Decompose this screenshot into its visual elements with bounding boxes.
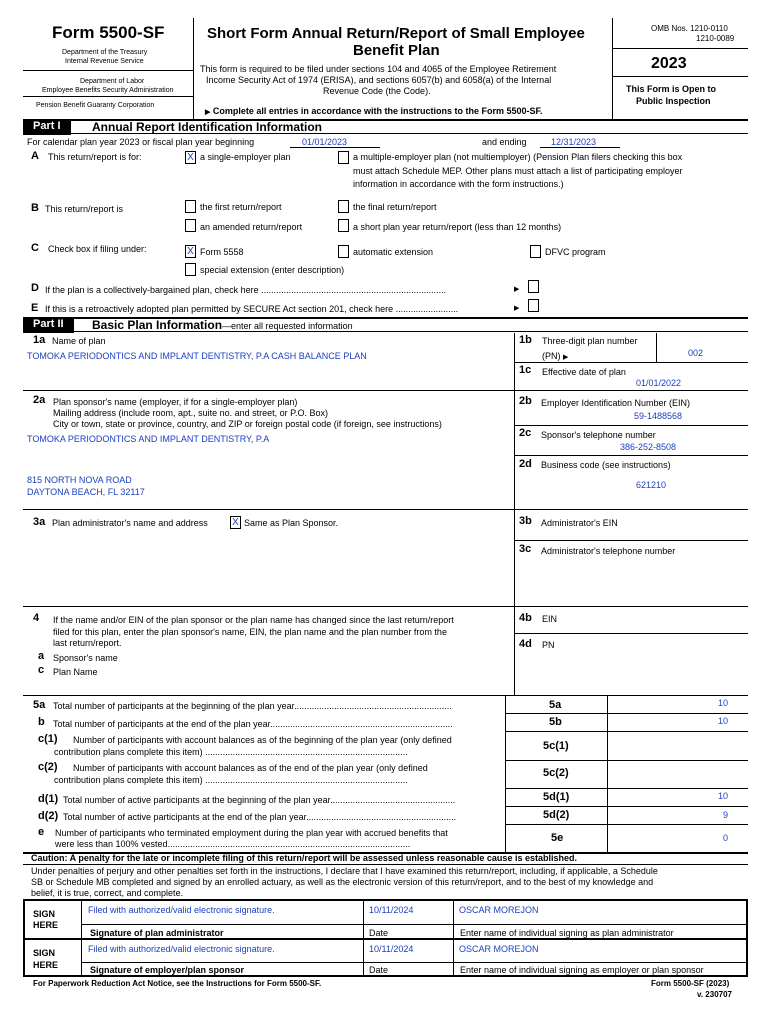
dept-labor-2: Employee Benefits Security Administration (42, 87, 174, 94)
item-2a-text-1: Plan sponsor's name (employer, if for a single-employer plan) (53, 397, 298, 407)
item-3a-text: Plan administrator's name and address (52, 518, 208, 528)
participants-begin-value[interactable]: 10 (718, 698, 729, 708)
multiple-employer-checkbox[interactable] (338, 151, 349, 164)
arrow-right-icon: ▶ (205, 109, 211, 116)
item-5a-text: Total number of participants at the beginning of the plan year............................................................... (53, 701, 452, 711)
automatic-extension-checkbox[interactable] (338, 245, 349, 258)
item-3c-text: Administrator's telephone number (541, 546, 676, 556)
item-2c-text: Sponsor's telephone number (541, 430, 656, 440)
amended-return-label: an amended return/report (200, 222, 303, 232)
item-5d2-label: d(2) (38, 810, 59, 822)
item-2d-text: Business code (see instructions) (541, 460, 671, 470)
item-5d1-text: Total number of active participants at the beginning of the plan year.................................................. (63, 795, 456, 805)
sign-label-1: SIGN (33, 909, 56, 919)
item-5c2-box: 5c(2) (543, 767, 569, 779)
item-1b-text-1: Three-digit plan number (542, 336, 638, 346)
part-2-title: Basic Plan Information—enter all requested information (92, 318, 353, 332)
automatic-extension-label: automatic extension (353, 247, 434, 257)
item-1c-text: Effective date of plan (542, 367, 626, 377)
administrator-name-value[interactable]: OSCAR MOREJON (459, 905, 539, 915)
dept-treasury-1: Department of the Treasury (62, 49, 148, 56)
here-label-2: HERE (33, 960, 59, 970)
item-5e-text-2: were less than 100% vested................................................................................................. (55, 839, 411, 849)
item-4-text-2: filed for this plan, enter the plan sponsor's name, EIN, the plan name and the plan number from the (53, 627, 447, 637)
active-end-value[interactable]: 9 (723, 810, 729, 820)
first-return-checkbox[interactable] (185, 200, 196, 213)
single-employer-checkbox[interactable]: X (185, 151, 196, 164)
sponsor-signer-name-value[interactable]: OSCAR MOREJON (459, 944, 539, 954)
ending-label: and ending (482, 137, 527, 147)
multiple-employer-label-2: must attach Schedule MEP. Other plans must attach a list of participating employer (353, 166, 683, 176)
item-5c1-text-2: contribution plans complete this item) ................................................................................. (54, 747, 408, 757)
requirement-line-1: This form is required to be filed under sections 104 and 4065 of the Employee Retirement (200, 64, 557, 74)
item-5c1-box: 5c(1) (543, 740, 569, 752)
requirement-line-3: Revenue Code (the Code). (323, 86, 431, 96)
form-title: Form 5500-SF (52, 23, 165, 42)
dept-labor-1: Department of Labor (80, 78, 145, 85)
first-return-label: the first return/report (200, 202, 282, 212)
final-return-checkbox[interactable] (338, 200, 349, 213)
terminated-value[interactable]: 0 (723, 833, 729, 843)
sponsor-signature-label: Signature of employer/plan sponsor (90, 965, 245, 975)
item-4b-text: EIN (542, 614, 558, 624)
form-year: 2023 (651, 55, 687, 72)
phone-value[interactable]: 386-252-8508 (620, 442, 677, 452)
item-5d2-box: 5d(2) (543, 809, 570, 821)
item-5c2-text-2: contribution plans complete this item) ................................................................................. (54, 775, 408, 785)
sponsor-signer-name-label: Enter name of individual signing as employer or plan sponsor (460, 965, 704, 975)
item-5d2-text: Total number of active participants at the end of the plan year............................................................ (63, 812, 457, 822)
plan-name-value[interactable]: TOMOKA PERIODONTICS AND IMPLANT DENTISTRY, P.A CASH BALANCE PLAN (27, 351, 367, 361)
administrator-sign-date[interactable]: 10/11/2024 (369, 905, 414, 915)
item-2d-label: 2d (519, 458, 532, 470)
date-label-1: Date (369, 928, 389, 938)
item-4d-text: PN (542, 640, 555, 650)
item-3b-label: 3b (519, 515, 532, 527)
item-d-letter: D (31, 282, 39, 294)
amended-return-checkbox[interactable] (185, 219, 196, 232)
perjury-line-3: belief, it is true, correct, and complete. (31, 888, 184, 898)
sponsor-address-2[interactable]: DAYTONA BEACH, FL 32117 (27, 487, 145, 497)
sign-label-2: SIGN (33, 948, 56, 958)
short-year-label: a short plan year return/report (less than 12 months) (353, 222, 562, 232)
part-2-tag: Part II (23, 318, 74, 333)
item-d-text: If the plan is a collectively-bargained plan, check here .......................................................................... (45, 285, 447, 295)
item-5d1-box: 5d(1) (543, 791, 570, 803)
plan-year-end[interactable]: 12/31/2023 (551, 137, 597, 147)
item-2a-text-3: City or town, state or province, country, and ZIP or foreign postal code (if foreign, see instructions) (53, 419, 442, 429)
item-3b-text: Administrator's EIN (541, 518, 618, 528)
item-4c-text: Plan Name (53, 667, 98, 677)
dfvc-program-checkbox[interactable] (530, 245, 541, 258)
item-b-text: This return/report is (45, 204, 124, 214)
item-e-letter: E (31, 302, 39, 314)
secure-act-checkbox[interactable] (528, 299, 539, 312)
item-3a-label: 3a (33, 516, 46, 528)
dfvc-program-label: DFVC program (545, 247, 606, 257)
complete-note: ▶ Complete all entries in accordance with the instructions to the Form 5500-SF. (205, 106, 543, 116)
omb-number-2: 1210-0089 (696, 34, 735, 43)
business-code-value[interactable]: 621210 (636, 480, 667, 490)
form-5558-checkbox[interactable]: X (185, 245, 196, 258)
single-employer-label: a single-employer plan (200, 152, 291, 162)
item-2c-label: 2c (519, 427, 532, 439)
item-a-text: This return/report is for: (48, 152, 142, 162)
sponsor-name-value[interactable]: TOMOKA PERIODONTICS AND IMPLANT DENTISTRY, P.A (27, 434, 270, 444)
paperwork-notice: For Paperwork Reduction Act Notice, see the Instructions for Form 5500-SF. (33, 979, 322, 988)
main-title-line-1: Short Form Annual Return/Report of Small Employee (207, 25, 585, 42)
item-c-letter: C (31, 242, 39, 254)
special-extension-checkbox[interactable] (185, 263, 196, 276)
item-5e-text-1: Number of participants who terminated employment during the plan year with accrued benefits that (55, 828, 448, 838)
item-1a-text: Name of plan (52, 336, 106, 346)
item-4-text-3: last return/report. (53, 638, 122, 648)
omb-number-1: OMB Nos. 1210-0110 (651, 24, 728, 33)
item-5c2-text-1: Number of participants with account balances as of the end of the plan year (only defined (73, 763, 428, 773)
item-5b-text: Total number of participants at the end of the plan year......................................................................... (53, 719, 453, 729)
part-1-title: Annual Report Identification Information (92, 120, 322, 134)
active-begin-value[interactable]: 10 (718, 791, 729, 801)
item-5a-box: 5a (549, 699, 562, 711)
item-2a-text-2: Mailing address (include room, apt., suite no. and street, or P.O. Box) (53, 408, 328, 418)
same-as-sponsor-label: Same as Plan Sponsor. (244, 518, 339, 528)
form-5558-label: Form 5558 (200, 247, 244, 257)
participants-end-value[interactable]: 10 (718, 716, 729, 726)
same-as-sponsor-checkbox[interactable]: X (230, 516, 241, 529)
main-title-line-2: Benefit Plan (353, 42, 440, 59)
item-5e-label: e (38, 826, 45, 838)
item-b-letter: B (31, 202, 39, 214)
item-3c-label: 3c (519, 543, 532, 555)
item-4-text-1: If the name and/or EIN of the plan sponsor or the plan name has changed since the last return/report (53, 615, 454, 625)
sponsor-address-1[interactable]: 815 NORTH NOVA ROAD (27, 475, 132, 485)
effective-date-value[interactable]: 01/01/2022 (636, 378, 682, 388)
arrow-right-icon: ▶ (514, 286, 520, 293)
ein-value[interactable]: 59-1488568 (634, 411, 683, 421)
item-1b-label: 1b (519, 334, 532, 346)
multiple-employer-label-1: a multiple-employer plan (not multiemployer) (Pension Plan filers checking this box (353, 152, 683, 162)
item-2a-label: 2a (33, 394, 46, 406)
item-a-letter: A (31, 150, 39, 162)
item-5c1-label: c(1) (38, 733, 58, 745)
perjury-line-2: SB or Schedule MB completed and signed by an enrolled actuary, as well as the electronic version of this return/report, and to the best of my knowledge and (31, 877, 654, 887)
arrow-right-icon: ▶ (563, 354, 569, 361)
item-4a-label: a (38, 650, 45, 662)
item-5b-label: b (38, 716, 45, 728)
item-1c-label: 1c (519, 364, 532, 376)
item-4b-label: 4b (519, 612, 532, 624)
here-label-1: HERE (33, 920, 59, 930)
administrator-signature-value[interactable]: Filed with authorized/valid electronic signature. (88, 905, 275, 915)
sponsor-sign-date[interactable]: 10/11/2024 (369, 944, 414, 954)
multiple-employer-label-3: information in accordance with the form instructions.) (353, 179, 564, 189)
collectively-bargained-checkbox[interactable] (528, 280, 539, 293)
open-inspection-1: This Form is Open to (626, 84, 717, 94)
final-return-label: the final return/report (353, 202, 437, 212)
item-1a-label: 1a (33, 334, 46, 346)
part-1-tag: Part I (23, 120, 71, 135)
item-2b-text: Employer Identification Number (EIN) (541, 398, 691, 408)
caution-line: Caution: A penalty for the late or incomplete filing of this return/report will be assessed unless reasonable cause is established. (31, 853, 577, 863)
item-5c2-label: c(2) (38, 761, 58, 773)
item-e-text: If this is a retroactively adopted plan permitted by SECURE Act section 201, check here ......................... (45, 304, 459, 314)
item-5b-box: 5b (549, 716, 562, 728)
perjury-line-1: Under penalties of perjury and other penalties set forth in the instructions, I declare that I have examined this return/report, including, if applicable, a Schedule (31, 866, 658, 876)
item-5e-box: 5e (551, 832, 564, 844)
administrator-signature-label: Signature of plan administrator (90, 928, 224, 938)
short-year-checkbox[interactable] (338, 219, 349, 232)
pbgc: Pension Benefit Guaranty Corporation (36, 102, 155, 109)
dept-treasury-2: Internal Revenue Service (65, 58, 144, 65)
plan-number-value[interactable]: 002 (688, 348, 704, 358)
form-version: v. 230707 (697, 990, 732, 999)
arrow-right-icon: ▶ (514, 305, 520, 312)
calendar-year-label: For calendar plan year 2023 or fiscal plan year beginning (27, 137, 255, 147)
item-5c1-text-1: Number of participants with account balances as of the beginning of the plan year (only defined (73, 735, 452, 745)
plan-year-begin[interactable]: 01/01/2023 (302, 137, 348, 147)
item-2b-label: 2b (519, 395, 532, 407)
item-4-label: 4 (33, 612, 40, 624)
sponsor-signature-value[interactable]: Filed with authorized/valid electronic signature. (88, 944, 275, 954)
item-4d-label: 4d (519, 638, 532, 650)
item-4c-label: c (38, 664, 45, 676)
open-inspection-2: Public Inspection (636, 96, 711, 106)
requirement-line-2: Income Security Act of 1974 (ERISA), and sections 6057(b) and 6058(a) of the Internal (206, 75, 552, 85)
date-label-2: Date (369, 965, 389, 975)
item-c-text: Check box if filing under: (48, 244, 147, 254)
administrator-name-label: Enter name of individual signing as plan administrator (460, 928, 674, 938)
item-5a-label: 5a (33, 699, 46, 711)
item-1b-text-2: (PN) ▶ (542, 351, 569, 361)
special-extension-label: special extension (enter description) (200, 265, 345, 275)
item-4a-text: Sponsor's name (53, 653, 118, 663)
item-5d1-label: d(1) (38, 793, 59, 805)
form-reference: Form 5500-SF (2023) (651, 979, 730, 988)
